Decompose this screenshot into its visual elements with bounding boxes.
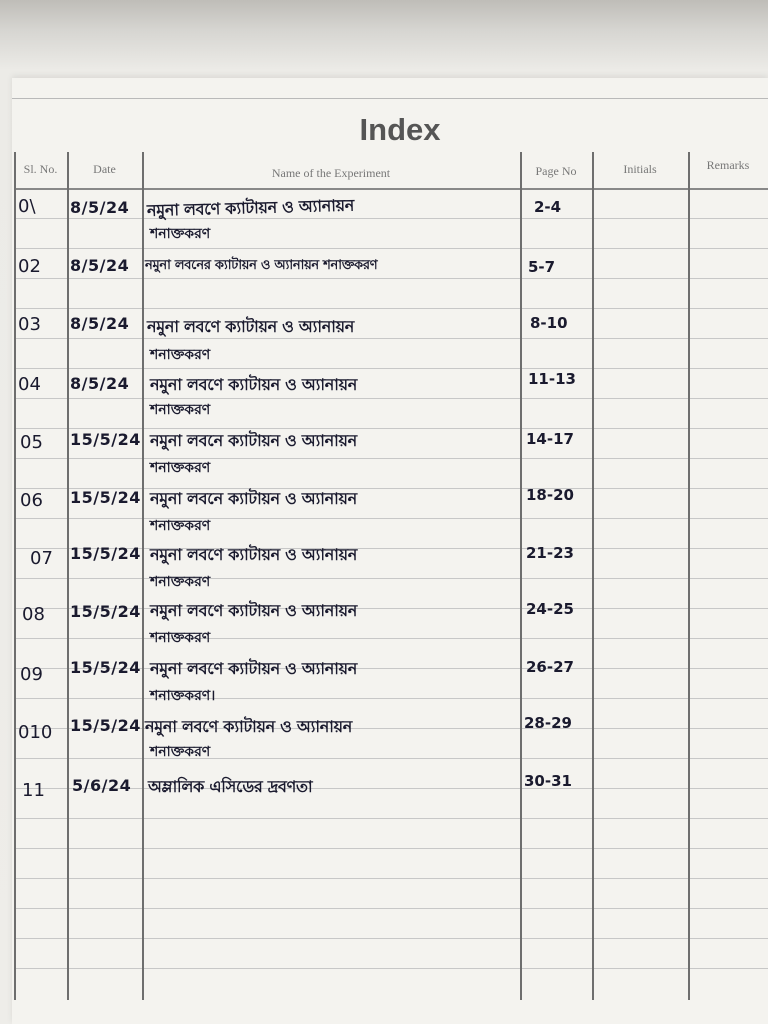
header-page-no: Page No: [535, 164, 577, 178]
header-initials: Initials: [623, 162, 657, 176]
entry-date: 15/5/24: [70, 716, 141, 735]
column-rule: [520, 152, 522, 1000]
row-rule: [14, 938, 768, 939]
row-rule: [14, 248, 768, 249]
row-rule: [14, 218, 768, 219]
row-rule: [14, 398, 768, 399]
entry-page-range: 24-25: [526, 600, 574, 618]
header-rule: [14, 188, 768, 190]
row-rule: [14, 338, 768, 339]
entry-page-range: 14-17: [526, 430, 574, 448]
entry-experiment-name: নমুনা লবণে ক্যাটায়ন ও অ্যানায়ন: [145, 717, 353, 736]
entry-serial: 08: [22, 604, 45, 625]
entry-experiment-name-continued: শনাক্তকরণ: [150, 347, 211, 363]
entry-page-range: 8-10: [530, 314, 568, 332]
entry-date: 15/5/24: [70, 544, 141, 563]
entry-date: 8/5/24: [70, 198, 130, 217]
entry-serial: 0\: [18, 196, 36, 217]
entry-date: 15/5/24: [70, 430, 141, 449]
entry-experiment-name: নমুনা লবণে ক্যাটায়ন ও অ্যানায়ন: [147, 317, 355, 336]
entry-date: 8/5/24: [70, 314, 130, 333]
column-rule: [67, 152, 69, 1000]
entry-date: 8/5/24: [70, 374, 130, 393]
entry-experiment-name-continued: শনাক্তকরণ: [150, 744, 211, 760]
entry-experiment-name: নমুনা লবণে ক্যাটায়ন ও অ্যানায়ন: [150, 659, 358, 678]
column-rule: [592, 152, 594, 1000]
column-rule: [688, 152, 690, 1000]
entry-page-range: 21-23: [526, 544, 574, 562]
entry-experiment-name: নমুনা লবণে ক্যাটায়ন ও অ্যানায়ন: [150, 375, 358, 394]
entry-experiment-name: নমুনা লবণে ক্যাটায়ন ও অ্যানায়ন: [150, 601, 358, 620]
column-rule: [14, 152, 16, 1000]
entry-serial: 06: [20, 490, 43, 511]
row-rule: [14, 578, 768, 579]
row-rule: [14, 308, 768, 309]
row-rule: [14, 428, 768, 429]
row-rule: [14, 848, 768, 849]
row-rule: [14, 908, 768, 909]
row-rule: [14, 758, 768, 759]
entry-experiment-name-continued: শনাক্তকরণ: [150, 518, 211, 534]
row-rule: [14, 518, 768, 519]
entry-experiment-name-continued: শনাক্তকরণ।: [150, 688, 216, 704]
page-top-rule: [12, 98, 768, 99]
entry-experiment-name: অম্লালিক এসিডের দ্রবণতা: [148, 777, 313, 796]
header-sl-no: Sl. No.: [23, 162, 58, 176]
row-rule: [14, 818, 768, 819]
entry-date: 15/5/24: [70, 488, 141, 507]
entry-page-range: 5-7: [528, 258, 556, 276]
header-remarks: Remarks: [706, 158, 750, 172]
entry-experiment-name-continued: শনাক্তকরণ: [150, 630, 211, 646]
entry-experiment-name: নমুনা লবণে ক্যাটায়ন ও অ্যানায়ন: [146, 195, 355, 220]
entry-serial: 03: [18, 314, 41, 335]
entry-page-range: 11-13: [528, 370, 576, 388]
entry-serial: 07: [30, 548, 53, 569]
entry-serial: 010: [18, 722, 53, 743]
entry-page-range: 30-31: [524, 772, 572, 790]
header-experiment-name: Name of the Experiment: [271, 166, 391, 180]
entry-serial: 02: [18, 256, 41, 277]
row-rule: [14, 368, 768, 369]
entry-experiment-name-continued: শনাক্তকরণ: [150, 402, 211, 418]
entry-date: 5/6/24: [72, 776, 132, 795]
entry-date: 15/5/24: [70, 602, 141, 621]
entry-serial: 09: [20, 664, 43, 685]
entry-serial: 05: [20, 432, 43, 453]
page-title: Index: [359, 112, 441, 147]
row-rule: [14, 878, 768, 879]
entry-experiment-name: নমুনা লবনে ক্যাটায়ন ও অ্যানায়ন: [150, 431, 357, 450]
entry-date: 8/5/24: [70, 256, 130, 275]
entry-experiment-name-continued: শনাক্তকরণ: [150, 226, 211, 242]
entry-experiment-name-continued: শনাক্তকরণ: [150, 460, 211, 476]
row-rule: [14, 458, 768, 459]
entry-page-range: 26-27: [526, 658, 574, 676]
entry-serial: 11: [22, 780, 45, 801]
row-rule: [14, 638, 768, 639]
entry-page-range: 18-20: [526, 486, 574, 504]
row-rule: [14, 968, 768, 969]
header-date: Date: [93, 162, 116, 176]
column-rule: [142, 152, 144, 1000]
entry-experiment-name: নমুনা লবনের ক্যাটায়ন ও অ্যানায়ন শনাক্তকরণ: [145, 258, 378, 273]
row-rule: [14, 278, 768, 279]
entry-experiment-name: নমুনা লবণে ক্যাটায়ন ও অ্যানায়ন: [150, 545, 358, 564]
entry-page-range: 2-4: [534, 198, 562, 216]
entry-serial: 04: [18, 374, 41, 395]
entry-experiment-name: নমুনা লবনে ক্যাটায়ন ও অ্যানায়ন: [150, 489, 357, 508]
index-table: [14, 152, 768, 1000]
entry-page-range: 28-29: [524, 714, 572, 732]
entry-experiment-name-continued: শনাক্তকরণ: [150, 574, 211, 590]
entry-date: 15/5/24: [70, 658, 141, 677]
row-rule: [14, 698, 768, 699]
